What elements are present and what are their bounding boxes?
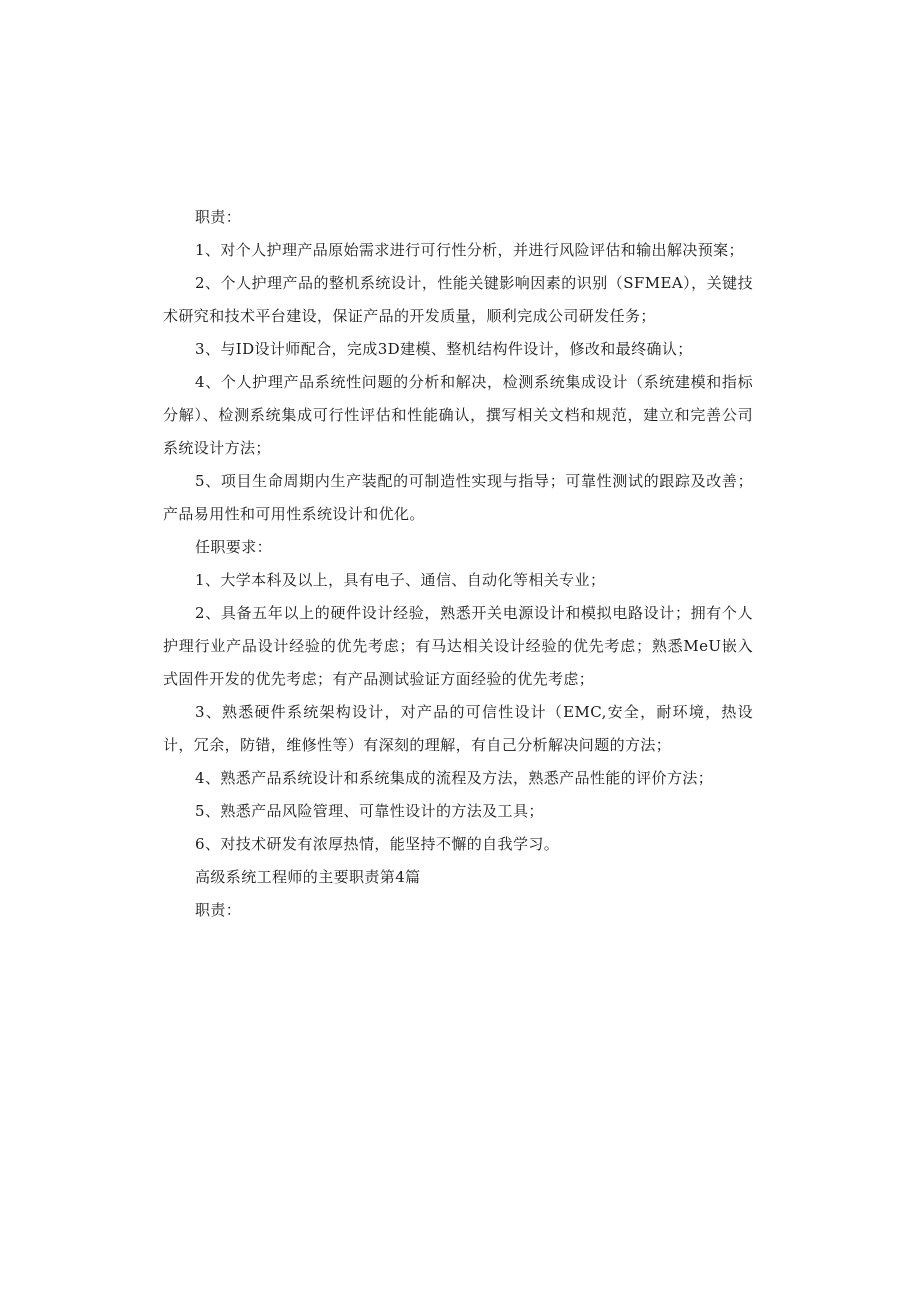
paragraph-duty-5: 5、项目生命周期内生产装配的可制造性实现与指导；可靠性测试的跟踪及改善；产品易用性和可用性系统设计和优化。 [163,472,753,523]
paragraph-requirement-4: 4、熟悉产品系统设计和系统集成的流程及方法，熟悉产品性能的评价方法； [195,769,714,787]
paragraph-requirement-6: 6、对技术研发有浓厚热情，能坚持不懈的自我学习。 [195,835,560,853]
paragraph-duty-4: 4、个人护理产品系统性问题的分析和解决，检测系统集成设计（系统建模和指标分解）、检测系统集成可行性评估和性能确认，撰写相关文档和规范，建立和完善公司系统设计方法； [163,373,753,457]
paragraph-duties-heading-2: 职责： [195,901,242,919]
paragraph-requirement-3: 3、熟悉硬件系统架构设计，对产品的可信性设计（EMC,安全，耐环境，热设计，冗余，防错，维修性等）有深刻的理解，有自己分析解决问题的方法； [163,703,753,754]
paragraph-requirements-heading: 任职要求： [195,538,273,556]
document-body [163,201,753,927]
paragraph-duty-3: 3、与ID设计师配合，完成3D建模、整机结构件设计，修改和最终确认； [195,340,693,358]
paragraph-duty-1: 1、对个人护理产品原始需求进行可行性分析，并进行风险评估和输出解决预案； [195,241,744,259]
paragraph-requirement-5: 5、熟悉产品风险管理、可靠性设计的方法及工具； [195,802,544,820]
paragraph-requirement-2: 2、具备五年以上的硬件设计经验，熟悉开关电源设计和模拟电路设计；拥有个人护理行业产品设计经验的优先考虑；有马达相关设计经验的优先考虑；熟悉MeU嵌入式固件开发的优先考虑；有产品测试验证方面经验的优先考虑； [163,604,753,688]
paragraph-duties-heading: 职责： [195,208,242,226]
paragraph-requirement-1: 1、大学本科及以上，具有电子、通信、自动化等相关专业； [195,571,606,589]
section-title: 高级系统工程师的主要职责第4篇 [195,868,421,886]
paragraph-duty-2: 2、个人护理产品的整机系统设计，性能关键影响因素的识别（SFMEA），关键技术研究和技术平台建设，保证产品的开发质量，顺利完成公司研发任务； [163,274,753,325]
